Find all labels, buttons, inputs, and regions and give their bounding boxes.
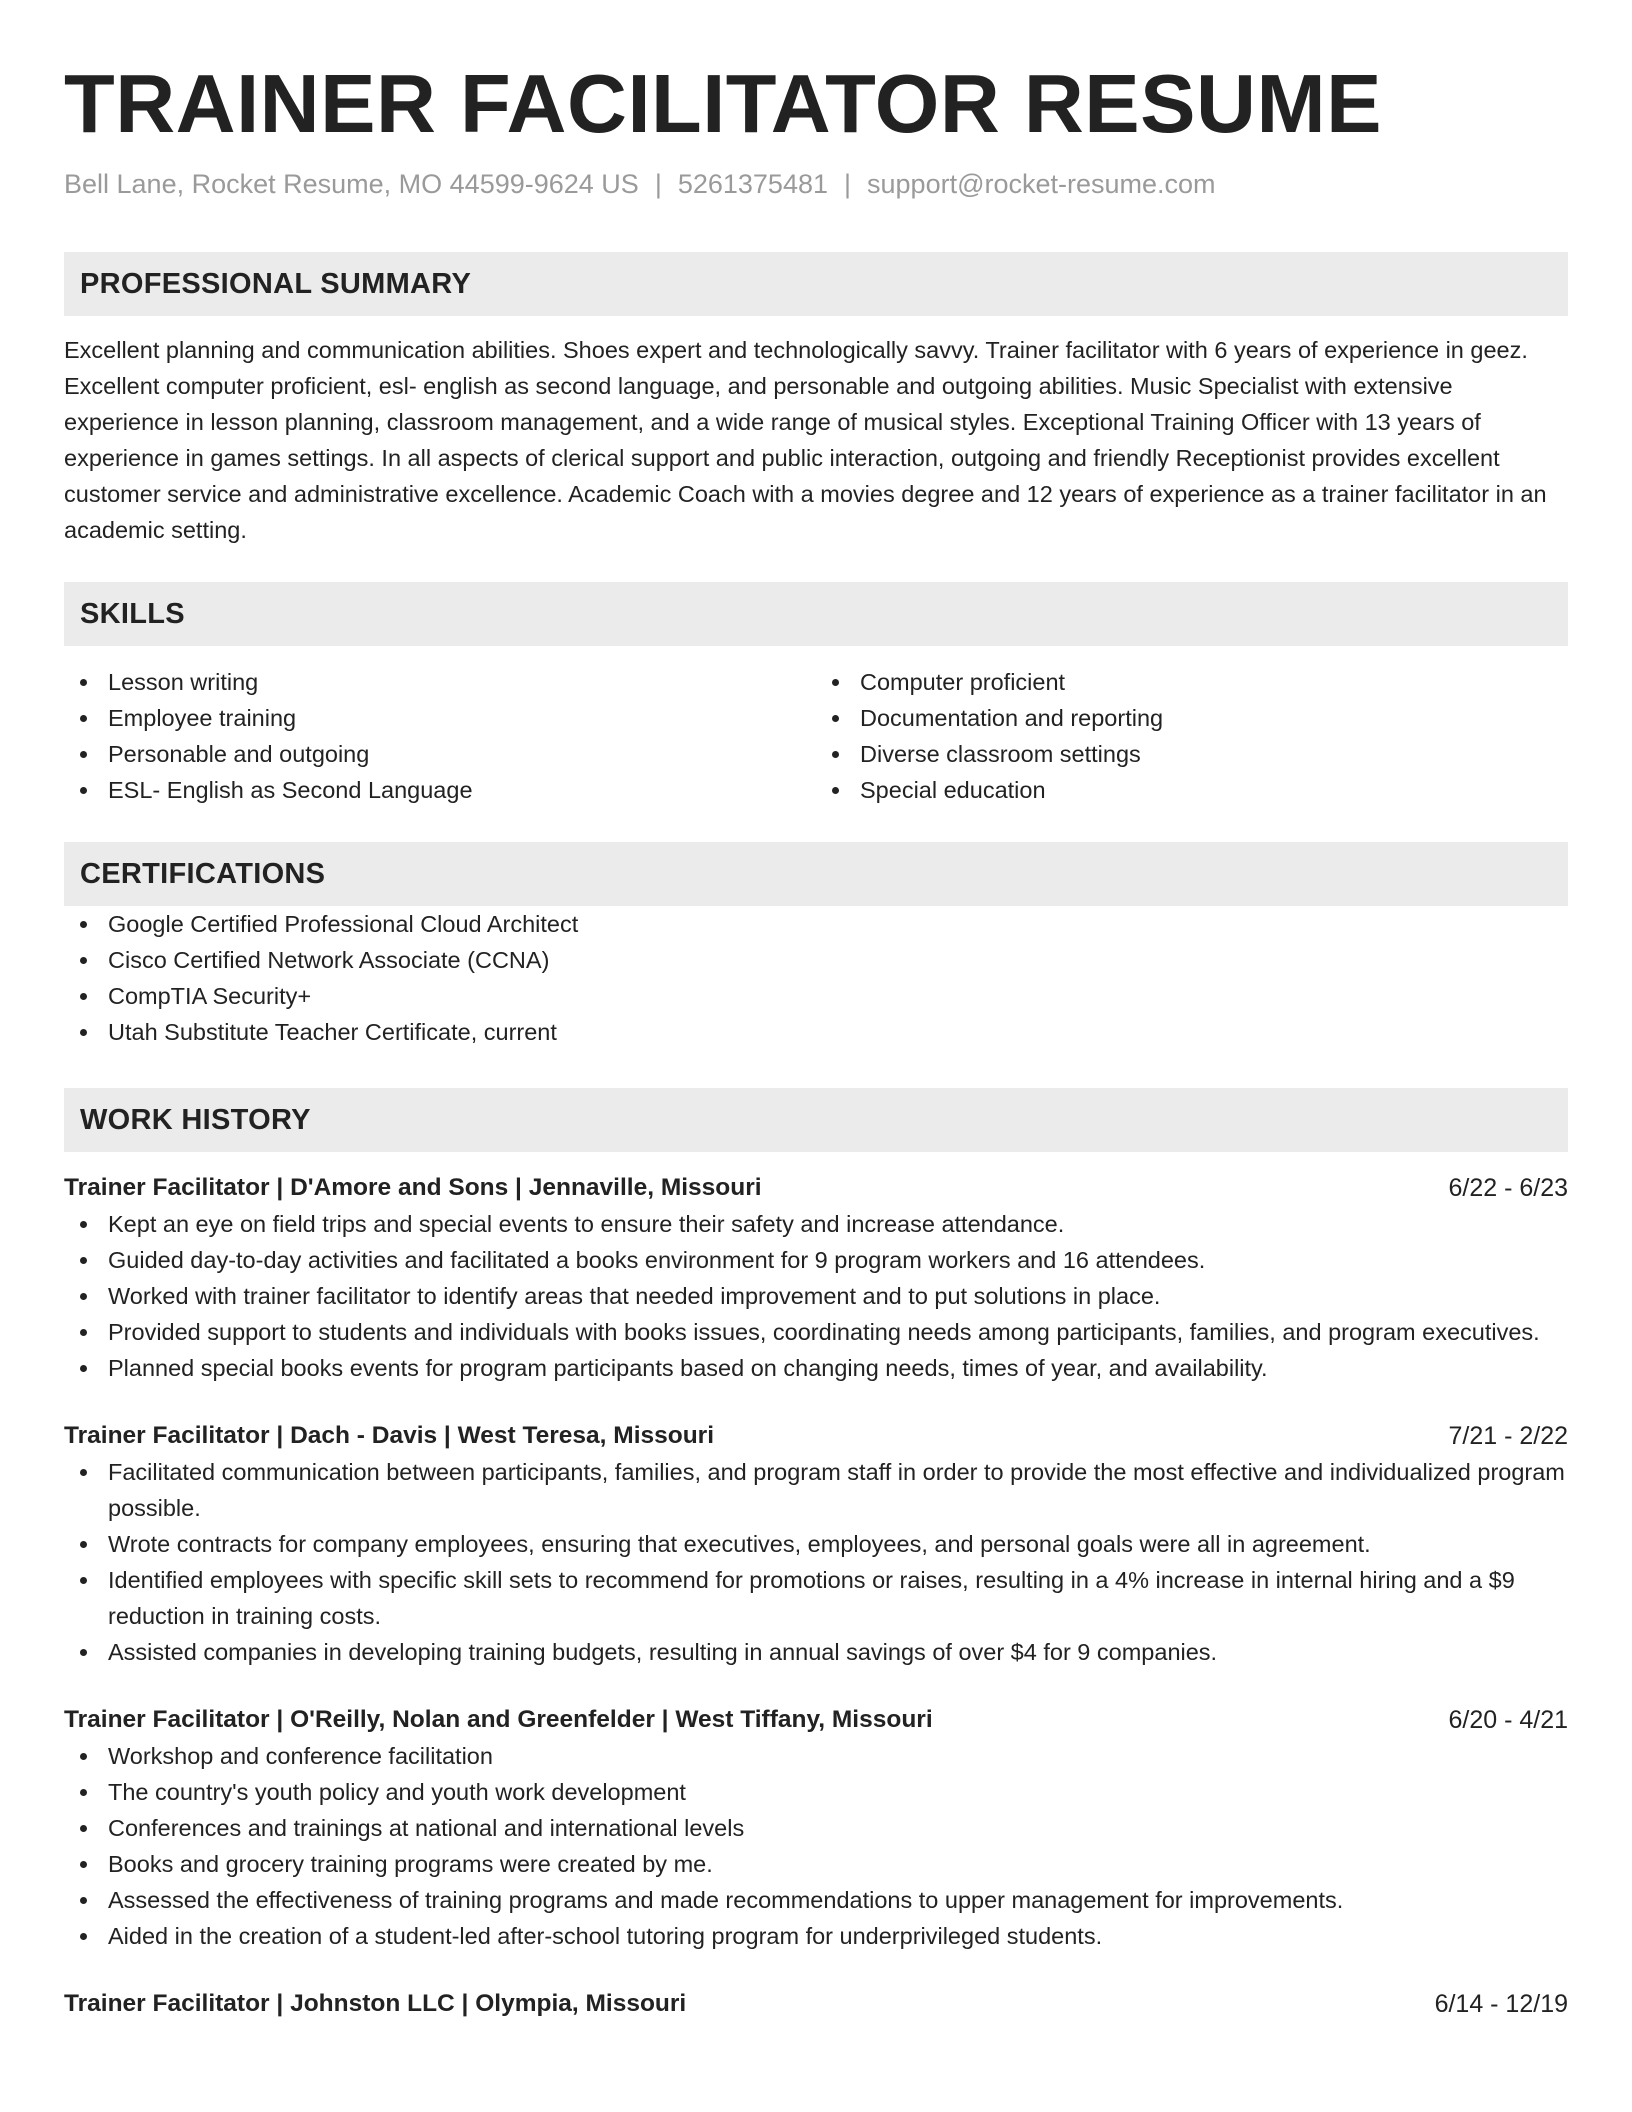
contact-address: Bell Lane, Rocket Resume, MO 44599-9624 US: [64, 169, 639, 199]
job-bullet: [64, 1242, 1568, 1278]
job-bullet: [64, 1206, 1568, 1242]
job-bullet: [64, 1846, 1568, 1882]
job-bullet-text: Guided day-to-day activities and facilitated a books environment for 9 program workers and 16 attendees.: [108, 1247, 1206, 1273]
job-header: [64, 1986, 1568, 2022]
skill-item-text: Documentation and reporting: [860, 705, 1164, 731]
contact-separator: |: [654, 169, 662, 199]
skills-column-right: [816, 664, 1568, 808]
section-heading-summary: PROFESSIONAL SUMMARY: [64, 252, 1568, 316]
bullet-icon: [80, 1825, 87, 1832]
bullet-icon: [80, 1221, 87, 1228]
job-bullet-text: Kept an eye on field trips and special events to ensure their safety and increase attendance.: [108, 1211, 1065, 1237]
bullet-icon: [80, 1861, 87, 1868]
bullet-icon: [80, 1541, 87, 1548]
bullet-icon: [80, 715, 87, 722]
skills-grid: [64, 664, 1568, 808]
bullet-icon: [80, 1469, 87, 1476]
job-bullet-text: Assessed the effectiveness of training programs and made recommendations to upper management for improvements.: [108, 1887, 1344, 1913]
job-bullet: [64, 1314, 1568, 1350]
bullet-icon: [80, 1257, 87, 1264]
job-bullet: [64, 1774, 1568, 1810]
job-bullet-text: Books and grocery training programs were created by me.: [108, 1851, 713, 1877]
contact-phone: 5261375481: [677, 169, 828, 199]
job-bullet: [64, 1350, 1568, 1386]
job-bullet-text: Identified employees with specific skill sets to recommend for promotions or raises, resulting in a 4% increase in internal hiring and a $9 reduction in training costs.: [108, 1567, 1515, 1629]
bullet-icon: [80, 921, 87, 928]
job-header: [64, 1418, 1568, 1454]
job-bullet-list: [64, 1454, 1568, 1670]
job-bullet-text: Aided in the creation of a student-led after-school tutoring program for underprivileged students.: [108, 1923, 1103, 1949]
job-entry: [64, 1170, 1568, 1386]
skill-item-text: Employee training: [108, 705, 297, 731]
bullet-icon: [80, 993, 87, 1000]
bullet-icon: [80, 1649, 87, 1656]
bullet-icon: [832, 751, 839, 758]
skill-item: [64, 700, 816, 736]
job-bullet: [64, 1634, 1568, 1670]
section-heading-certifications: CERTIFICATIONS: [64, 842, 1568, 906]
job-bullet-text: Facilitated communication between participants, families, and program staff in order to provide the most effective and individualized program possible.: [108, 1459, 1565, 1521]
job-title: Trainer Facilitator | Dach - Davis | West Teresa, Missouri: [64, 1422, 715, 1449]
job-bullet-text: The country's youth policy and youth work development: [108, 1779, 686, 1805]
job-header: [64, 1170, 1568, 1206]
job-bullet-text: Planned special books events for program participants based on changing needs, times of year, and availability.: [108, 1355, 1268, 1381]
skill-item-text: Computer proficient: [860, 669, 1066, 695]
bullet-icon: [80, 1753, 87, 1760]
certification-item-text: Google Certified Professional Cloud Architect: [108, 911, 579, 937]
skill-item: [816, 772, 1568, 808]
bullet-icon: [80, 1365, 87, 1372]
job-title: Trainer Facilitator | D'Amore and Sons | Jennaville, Missouri: [64, 1174, 762, 1201]
job-bullet: [64, 1278, 1568, 1314]
skill-item-text: Personable and outgoing: [108, 741, 370, 767]
job-bullet-text: Worked with trainer facilitator to identify areas that needed improvement and to put solutions in place.: [108, 1283, 1161, 1309]
work-history-list: [64, 1170, 1568, 2022]
contact-separator: |: [844, 169, 852, 199]
job-bullet-list: [64, 1738, 1568, 1954]
bullet-icon: [80, 1897, 87, 1904]
section-heading-work-history: WORK HISTORY: [64, 1088, 1568, 1152]
certification-item-text: Cisco Certified Network Associate (CCNA): [108, 947, 550, 973]
bullet-icon: [80, 1789, 87, 1796]
bullet-icon: [80, 1577, 87, 1584]
job-title: Trainer Facilitator | Johnston LLC | Olympia, Missouri: [64, 1990, 687, 2017]
certification-item: [64, 942, 1568, 978]
skill-item: [64, 736, 816, 772]
bullet-icon: [832, 715, 839, 722]
job-entry: [64, 1702, 1568, 1954]
job-bullet: [64, 1526, 1568, 1562]
bullet-icon: [80, 1293, 87, 1300]
job-bullet: [64, 1918, 1568, 1954]
bullet-icon: [80, 679, 87, 686]
skill-item-text: ESL- English as Second Language: [108, 777, 473, 803]
job-title: Trainer Facilitator | O'Reilly, Nolan and Greenfelder | West Tiffany, Missouri: [64, 1706, 933, 1733]
skill-item-text: Lesson writing: [108, 669, 259, 695]
job-dates: 6/14 - 12/19: [1434, 1990, 1568, 2018]
certification-item-text: CompTIA Security+: [108, 983, 312, 1009]
certification-item: [64, 1014, 1568, 1050]
skill-item: [64, 772, 816, 808]
job-bullet-text: Provided support to students and individuals with books issues, coordinating needs among participants, families, and program executives.: [108, 1319, 1540, 1345]
job-bullet-text: Conferences and trainings at national and international levels: [108, 1815, 745, 1841]
bullet-icon: [80, 1029, 87, 1036]
job-header: [64, 1702, 1568, 1738]
skill-item-text: Special education: [860, 777, 1046, 803]
bullet-icon: [832, 679, 839, 686]
certifications-list: [64, 906, 1568, 1050]
bullet-icon: [80, 787, 87, 794]
skill-item: [816, 664, 1568, 700]
certification-item: [64, 906, 1568, 942]
skill-item: [816, 736, 1568, 772]
skills-list-right: [816, 664, 1568, 808]
skill-item: [816, 700, 1568, 736]
job-bullet: [64, 1562, 1568, 1634]
certification-item: [64, 978, 1568, 1014]
certification-item-text: Utah Substitute Teacher Certificate, current: [108, 1019, 557, 1045]
resume-title: TRAINER FACILITATOR RESUME: [64, 57, 1382, 150]
bullet-icon: [80, 1933, 87, 1940]
skills-list-left: [64, 664, 816, 808]
summary-text: Excellent planning and communication abilities. Shoes expert and technologically savvy. Trainer facilitator with 6 years of experience in geez. Excellent computer proficient, esl- english as second language, and personable and outgoing abilities. Music Specialist with extensive experience in lesson planning, classroom management, and a wide range of musical styles. Exceptional Training Officer with 13 years of experience in games settings. In all aspects of clerical support and public interaction, outgoing and friendly Receptionist provides excellent customer service and administrative excellence. Academic Coach with a movies degree and 12 years of experience as a trainer facilitator in an academic setting.: [64, 337, 1547, 543]
job-dates: 6/22 - 6/23: [1448, 1174, 1568, 1202]
job-entry: [64, 1986, 1568, 2022]
bullet-icon: [80, 1329, 87, 1336]
job-bullet-list: [64, 1206, 1568, 1386]
bullet-icon: [80, 751, 87, 758]
job-bullet-text: Workshop and conference facilitation: [108, 1743, 493, 1769]
skills-column-left: [64, 664, 816, 808]
bullet-icon: [832, 787, 839, 794]
contact-line: [64, 166, 1568, 202]
skill-item-text: Diverse classroom settings: [860, 741, 1141, 767]
job-bullet: [64, 1882, 1568, 1918]
job-bullet-text: Assisted companies in developing training budgets, resulting in annual savings of over $4 for 9 companies.: [108, 1639, 1218, 1665]
contact-email: support@rocket-resume.com: [867, 169, 1216, 199]
section-heading-skills: SKILLS: [64, 582, 1568, 646]
bullet-icon: [80, 957, 87, 964]
skill-item: [64, 664, 816, 700]
job-entry: [64, 1418, 1568, 1670]
job-bullet: [64, 1738, 1568, 1774]
job-bullet-text: Wrote contracts for company employees, ensuring that executives, employees, and personal goals were all in agreement.: [108, 1531, 1371, 1557]
job-dates: 6/20 - 4/21: [1448, 1706, 1568, 1734]
job-dates: 7/21 - 2/22: [1448, 1422, 1568, 1450]
job-bullet: [64, 1810, 1568, 1846]
job-bullet: [64, 1454, 1568, 1526]
